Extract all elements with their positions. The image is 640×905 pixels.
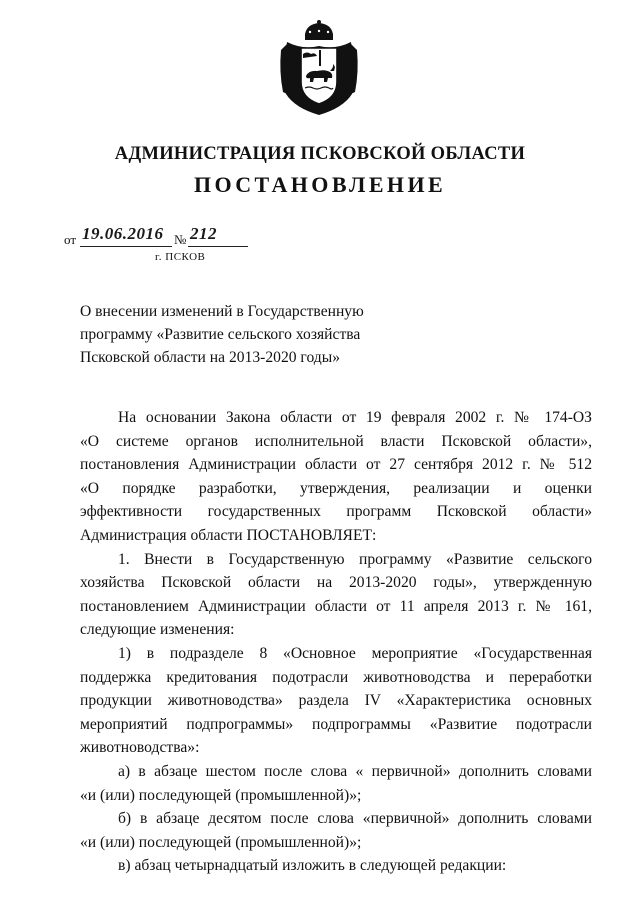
body-line: хозяйства Псковской области на 2013-2020 годы», утвержденную	[80, 574, 592, 592]
handwritten-number: 212	[190, 224, 217, 243]
body-line: «О порядке разработки, утверждения, реализации и оценки	[80, 479, 592, 497]
date-underline	[80, 246, 172, 247]
city-label: г. ПСКОВ	[155, 251, 206, 263]
body-line: «и (или) последующей (промышленной)»;	[80, 833, 362, 851]
subject-line: О внесении изменений в Государственную	[80, 303, 364, 320]
handwritten-date: 19.06.2016	[82, 224, 164, 243]
body-line: Администрация области ПОСТАНОВЛЯЕТ:	[80, 526, 377, 544]
number-underline	[188, 246, 248, 247]
document-subject	[80, 300, 364, 369]
body-line: На основании Закона области от 19 февраля 2002 г. № 174-ОЗ	[118, 409, 592, 426]
body-line: постановления Администрации области от 27 сентября 2012 г. № 512	[80, 456, 592, 474]
body-line: а) в абзаце шестом после слова « первичной» дополнить словами	[118, 762, 592, 780]
body-line: продукции животноводства» раздела IV «Характеристика основных	[80, 692, 592, 710]
body-line: б) в абзаце десятом после слова «первичной» дополнить словами	[118, 810, 592, 828]
body-line: поддержка кредитования подотрасли животноводства и переработки	[80, 668, 592, 686]
body-line: 1) в подразделе 8 «Основное мероприятие «Государственная	[118, 644, 592, 662]
body-line: 1. Внести в Государственную программу «Развитие сельского	[118, 550, 592, 568]
date-prefix: от	[64, 232, 77, 247]
body-line: постановлением Администрации области от 11 апреля 2013 г. № 161,	[80, 597, 592, 615]
pskov-coat-of-arms-icon	[277, 20, 361, 116]
body-line: «и (или) последующей (промышленной)»;	[80, 786, 362, 804]
subject-line: программу «Развитие сельского хозяйства	[80, 326, 361, 343]
body-line: «О системе органов исполнительной власти Псковской области»,	[80, 432, 592, 450]
body-line: следующие изменения:	[80, 621, 235, 639]
body-line: мероприятий подпрограммы» подпрограммы «Развитие подотрасли	[80, 715, 592, 733]
date-number-line	[64, 224, 254, 248]
number-prefix: №	[174, 232, 187, 247]
subject-line: Псковской области на 2013-2020 годы»	[80, 349, 340, 366]
body-line: животноводства»:	[80, 739, 200, 757]
body-line: эффективности государственных программ Псковской области»	[80, 503, 592, 521]
organization-name: АДМИНИСТРАЦИЯ ПСКОВСКОЙ ОБЛАСТИ	[114, 144, 526, 164]
document-type: ПОСТАНОВЛЕНИЕ	[193, 172, 447, 197]
body-line: в) абзац четырнадцатый изложить в следующей редакции:	[118, 857, 507, 875]
document-body	[80, 406, 592, 878]
